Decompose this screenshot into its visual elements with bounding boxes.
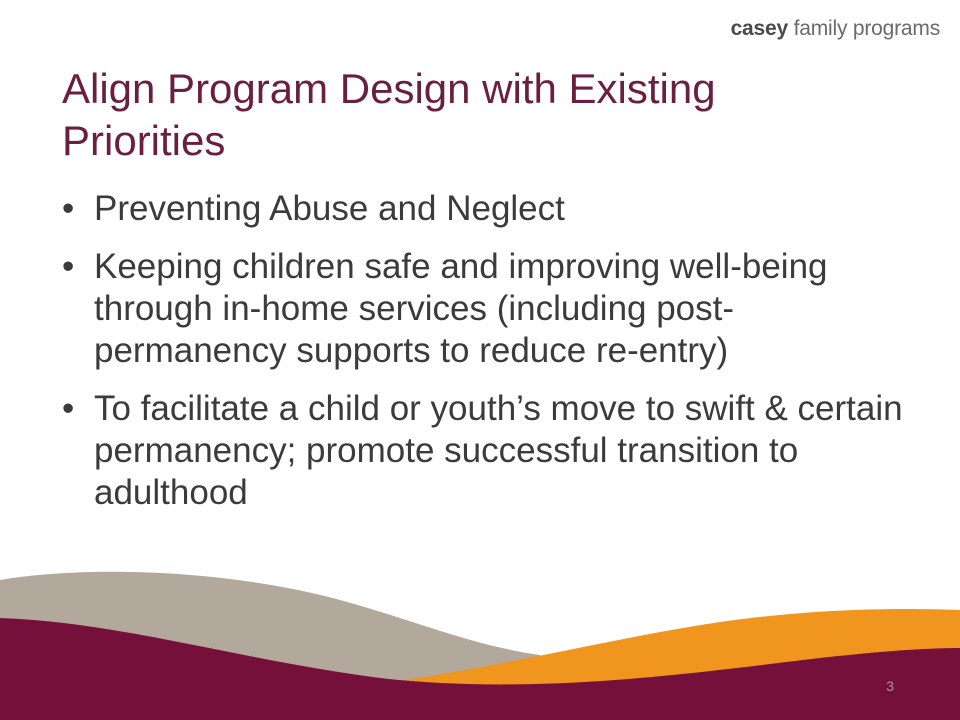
bullet-item (62, 246, 912, 372)
logo-word-family-programs: family programs (793, 17, 940, 40)
bullet-text: To facilitate a child or youth’s move to swift & certain permanency; promote successful transition to adulthood (94, 389, 903, 512)
page-number: 3 (886, 678, 894, 694)
bullet-item (62, 388, 912, 514)
decorative-waves (0, 560, 960, 720)
casey-family-programs-logo (731, 17, 940, 41)
bullet-dot-icon: • (62, 189, 75, 228)
bullet-text: Keeping children safe and improving well-being through in-home services (including post-permanency supports to reduce re-entry) (94, 247, 828, 370)
bullet-item (62, 188, 912, 230)
logo-word-casey: casey (730, 17, 788, 40)
bullet-dot-icon: • (62, 389, 75, 428)
bullet-text: Preventing Abuse and Neglect (94, 189, 565, 228)
bullet-dot-icon: • (62, 247, 75, 286)
slide-title: Align Program Design with Existing Priorities (62, 65, 716, 164)
bullet-list (62, 188, 912, 530)
